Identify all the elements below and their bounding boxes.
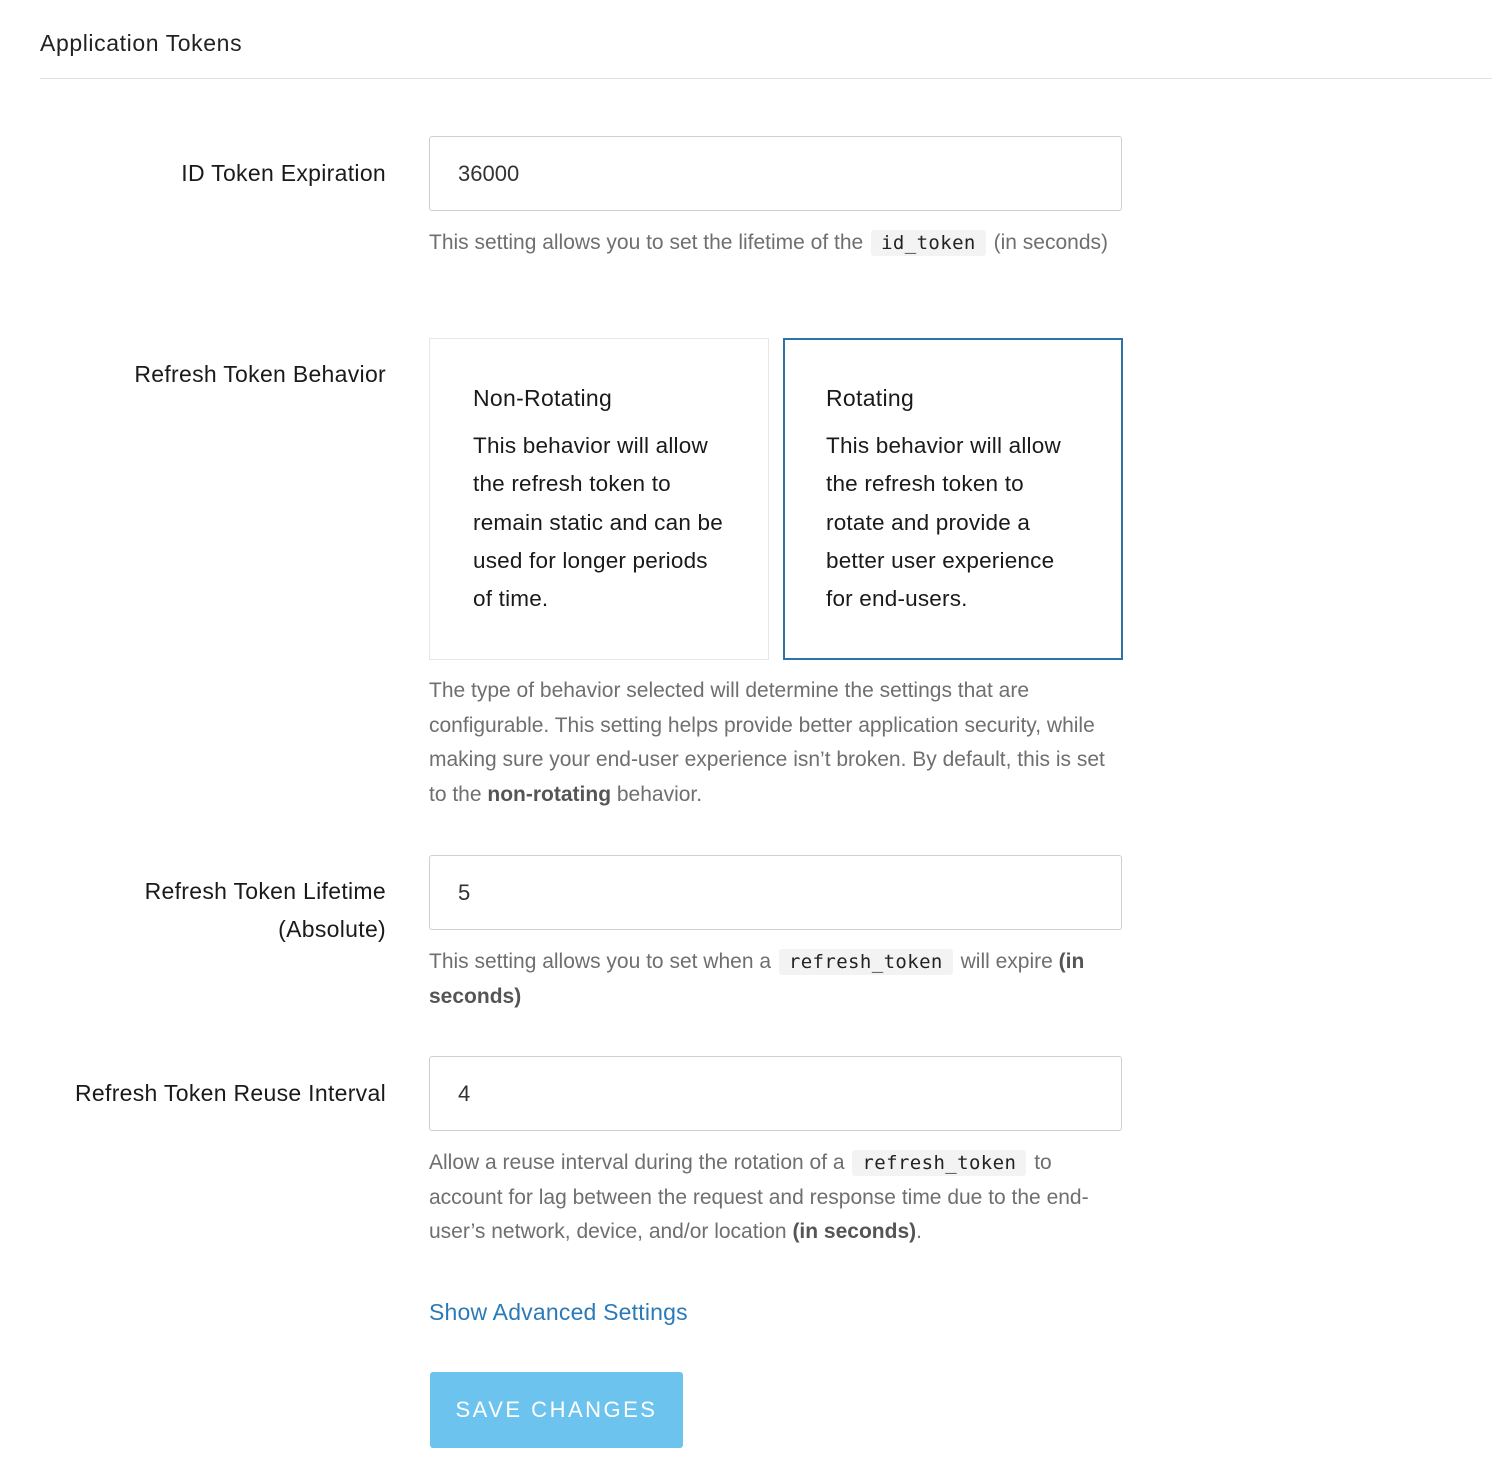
id-token-expiration-label: ID Token Expiration xyxy=(181,160,386,186)
refresh-token-code: refresh_token xyxy=(779,949,953,975)
option-title: Non-Rotating xyxy=(473,385,613,411)
help-text: to account for lag between the request and response time due to the end-user’s network, device, and/or location xyxy=(429,1151,1089,1243)
refresh-token-reuse-interval-label: Refresh Token Reuse Interval xyxy=(75,1080,386,1106)
non-rotating-option-card[interactable] xyxy=(429,338,769,660)
help-text: The type of behavior selected will determine the settings that are configurable. This setting helps provide better application security, while making sure your end-user experience isn’t broken. By default, this is set to the xyxy=(429,679,1105,806)
section-divider xyxy=(40,78,1492,79)
label-line: (Absolute) xyxy=(278,916,386,942)
rotating-option-card[interactable] xyxy=(783,338,1123,660)
refresh-token-code: refresh_token xyxy=(852,1150,1026,1176)
refresh-token-lifetime-help xyxy=(429,945,1119,1014)
help-text: behavior. xyxy=(616,782,703,806)
help-text: This setting allows you to set the lifetime of the xyxy=(429,231,864,254)
help-text: (in seconds) xyxy=(993,231,1109,254)
help-bold-text: (in seconds) xyxy=(792,1220,917,1243)
refresh-token-reuse-interval-input[interactable] xyxy=(429,1056,1122,1131)
save-changes-button[interactable]: SAVE CHANGES xyxy=(430,1372,683,1448)
help-text: Allow a reuse interval during the rotation of a xyxy=(429,1151,845,1174)
refresh-token-lifetime-input[interactable] xyxy=(429,855,1122,930)
option-title: Rotating xyxy=(826,385,915,411)
section-title: Application Tokens xyxy=(40,30,243,56)
refresh-token-reuse-interval-help xyxy=(429,1146,1119,1250)
id-token-expiration-help xyxy=(429,226,1119,261)
refresh-token-lifetime-label xyxy=(40,872,386,948)
option-description: This behavior will allow the refresh token to remain static and can be used for longer periods of time. xyxy=(473,433,723,612)
id-token-code: id_token xyxy=(871,230,986,256)
help-bold-text: (in seconds) xyxy=(429,950,1085,1008)
help-text: This setting allows you to set when a xyxy=(429,950,772,973)
show-advanced-settings-link[interactable]: Show Advanced Settings xyxy=(429,1299,688,1325)
help-text: will expire xyxy=(960,950,1053,973)
help-bold-text: non-rotating xyxy=(487,782,612,806)
refresh-token-behavior-label: Refresh Token Behavior xyxy=(134,361,386,387)
id-token-expiration-input[interactable] xyxy=(429,136,1122,211)
help-text: . xyxy=(916,1220,922,1243)
option-description: This behavior will allow the refresh token to rotate and provide a better user experience for end-users. xyxy=(826,433,1061,612)
label-line: Refresh Token Lifetime xyxy=(144,878,386,904)
refresh-behavior-help xyxy=(429,674,1119,812)
